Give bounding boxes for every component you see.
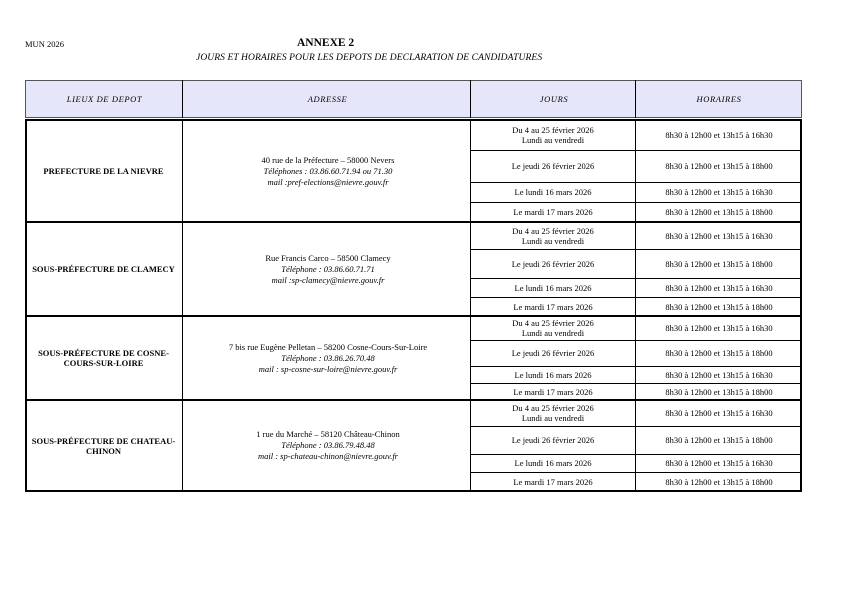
schedule-hours: 8h30 à 12h00 et 13h15 à 18h00	[665, 476, 773, 487]
address-line: 1 rue du Marché – 58120 Château-Chinon	[256, 429, 400, 439]
column-header-jours: JOURS	[539, 94, 569, 104]
address-line: 7 bis rue Eugène Pelletan – 58200 Cosne-Cours-Sur-Loire	[228, 341, 428, 352]
column-header-horaires: HORAIRES	[696, 94, 742, 104]
schedule-hours: 8h30 à 12h00 et 13h15 à 18h00	[665, 258, 773, 269]
table-bottom-border	[25, 490, 802, 492]
day-label: Le jeudi 26 février 2026	[511, 161, 595, 171]
day-label: Le lundi 16 mars 2026	[514, 369, 592, 380]
schedule-day	[471, 316, 635, 340]
schedule-table	[25, 80, 802, 491]
day-label: Du 4 au 25 février 2026	[512, 125, 594, 135]
deposit-address	[185, 400, 471, 491]
mail-line: mail :pref-elections@nievre.gouv.fr	[267, 176, 389, 187]
document-reference: MUN 2026	[25, 39, 64, 49]
day-sublabel: Lundi au vendredi	[521, 328, 585, 338]
day-label: Le mardi 17 mars 2026	[513, 301, 593, 312]
schedule-day	[471, 182, 635, 202]
schedule-day	[471, 426, 635, 454]
schedule-hours: 8h30 à 12h00 et 13h15 à 18h00	[665, 435, 773, 445]
day-label: Le mardi 17 mars 2026	[513, 476, 593, 487]
schedule-hours: 8h30 à 12h00 et 13h15 à 16h30	[665, 323, 773, 333]
schedule-day	[471, 278, 635, 297]
phone-line: Téléphone : 03.86.60.71.71	[281, 263, 375, 274]
mail-line: mail : sp-cosne-sur-loire@nievre.gouv.fr	[258, 363, 398, 374]
schedule-hours: 8h30 à 12h00 et 13h15 à 18h00	[665, 207, 773, 217]
deposit-address	[185, 222, 471, 316]
phone-line: Téléphone : 03.86.79.48.48	[281, 440, 375, 450]
schedule-day	[471, 222, 635, 249]
schedule-day	[471, 120, 635, 150]
schedule-hours: 8h30 à 12h00 et 13h15 à 18h00	[665, 301, 773, 312]
column-divider	[182, 120, 183, 491]
schedule-day	[471, 249, 635, 278]
schedule-hours: 8h30 à 12h00 et 13h15 à 16h30	[665, 408, 773, 418]
schedule-hours: 8h30 à 12h00 et 13h15 à 18h00	[665, 348, 773, 358]
schedule-day	[471, 383, 635, 400]
schedule-hours: 8h30 à 12h00 et 13h15 à 16h30	[665, 130, 773, 140]
page-subtitle: JOURS ET HORAIRES POUR LES DEPOTS DE DECLARATION DE CANDIDATURES	[196, 53, 543, 63]
deposit-location: SOUS-PRÉFECTURE DE CHATEAU-CHINON	[31, 435, 176, 456]
day-label: Le lundi 16 mars 2026	[514, 458, 592, 468]
day-label: Le mardi 17 mars 2026	[513, 207, 593, 217]
day-label: Le jeudi 26 février 2026	[511, 348, 595, 358]
schedule-day	[471, 366, 635, 383]
schedule-hours: 8h30 à 12h00 et 13h15 à 16h30	[665, 230, 773, 241]
column-header-adresse: ADRESSE	[307, 94, 348, 104]
schedule-hours: 8h30 à 12h00 et 13h15 à 16h30	[665, 458, 773, 468]
schedule-day	[471, 150, 635, 182]
day-label: Du 4 au 25 février 2026	[512, 403, 594, 413]
day-label: Le jeudi 26 février 2026	[511, 258, 595, 269]
page-title: ANNEXE 2	[297, 37, 355, 49]
address-line: 40 rue de la Préfecture – 58000 Nevers	[261, 154, 395, 165]
day-label: Du 4 au 25 février 2026	[512, 225, 594, 236]
deposit-location: SOUS-PRÉFECTURE DE CLAMECY	[32, 264, 175, 274]
schedule-hours: 8h30 à 12h00 et 13h15 à 16h30	[665, 282, 773, 293]
header-divider	[182, 80, 183, 118]
deposit-address	[185, 316, 471, 400]
schedule-day	[471, 202, 635, 222]
schedule-day	[471, 400, 635, 426]
day-label: Le lundi 16 mars 2026	[514, 282, 592, 293]
mail-line: mail :sp-clamecy@nievre.gouv.fr	[271, 274, 385, 285]
schedule-day	[471, 472, 635, 491]
day-label: Le jeudi 26 février 2026	[511, 435, 595, 445]
schedule-hours: 8h30 à 12h00 et 13h15 à 18h00	[665, 161, 773, 171]
address-line: Rue Francis Carco – 58500 Clamecy	[265, 252, 391, 263]
mail-line: mail : sp-chateau-chinon@nievre.gouv.fr	[257, 451, 398, 461]
header-divider	[470, 80, 471, 118]
schedule-day	[471, 340, 635, 366]
schedule-hours: 8h30 à 12h00 et 13h15 à 16h30	[665, 369, 773, 380]
schedule-hours: 8h30 à 12h00 et 13h15 à 18h00	[665, 386, 773, 397]
column-header-lieux: LIEUX DE DEPOT	[66, 94, 143, 104]
schedule-hours: 8h30 à 12h00 et 13h15 à 16h30	[665, 187, 773, 197]
day-label: Le mardi 17 mars 2026	[513, 386, 593, 397]
day-label: Du 4 au 25 février 2026	[512, 318, 594, 328]
phone-line: Téléphones : 03.86.60.71.94 ou 71.30	[263, 165, 393, 176]
schedule-day	[471, 454, 635, 472]
day-sublabel: Lundi au vendredi	[521, 413, 585, 423]
phone-line: Téléphone : 03.86.26.70.48	[281, 352, 375, 363]
table-header	[25, 80, 802, 118]
deposit-location: PREFECTURE DE LA NIEVRE	[43, 166, 164, 176]
deposit-location: SOUS-PRÉFECTURE DE COSNE-COURS-SUR-LOIRE	[38, 348, 169, 368]
day-label: Le lundi 16 mars 2026	[514, 187, 592, 197]
header-divider	[635, 80, 636, 118]
day-sublabel: Lundi au vendredi	[521, 135, 585, 145]
deposit-address	[185, 120, 471, 222]
day-sublabel: Lundi au vendredi	[521, 235, 585, 246]
schedule-day	[471, 297, 635, 316]
